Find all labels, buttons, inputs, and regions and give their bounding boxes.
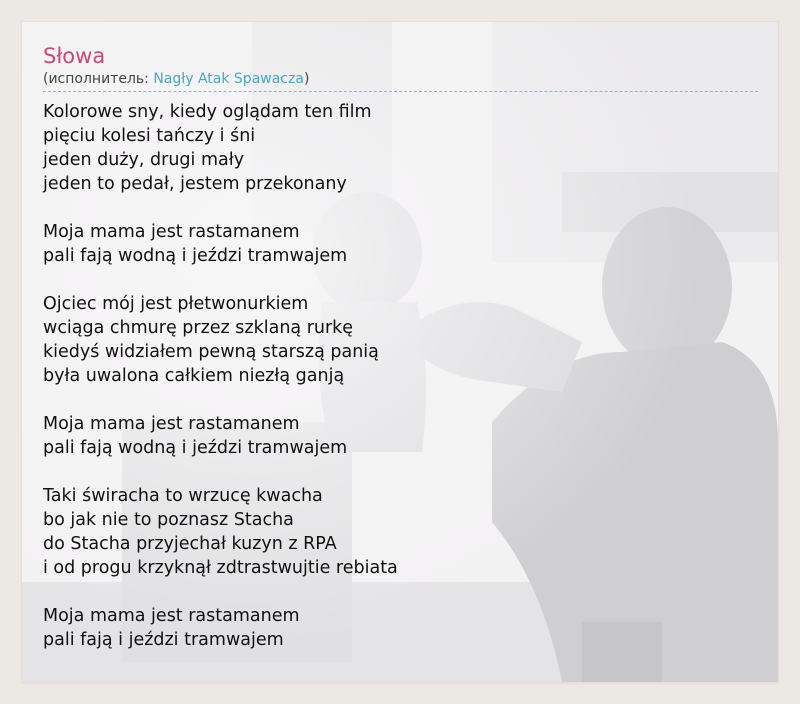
- stanza: [43, 292, 758, 388]
- stanza: [43, 220, 758, 268]
- stanza: [43, 412, 758, 460]
- lyric-line: wciąga chmurę przez szklaną rurkę: [43, 318, 354, 338]
- artist-link[interactable]: Nagły Atak Spawacza: [153, 71, 304, 87]
- lyric-line: Moja mama jest rastamanem: [43, 606, 300, 626]
- lyrics-text: [43, 100, 758, 652]
- lyrics-content: [43, 42, 758, 676]
- stanza: [43, 484, 758, 580]
- lyric-line: pali fają wodną i jeździ tramwajem: [43, 438, 348, 458]
- lyric-line: i od progu krzyknął zdtrastwujtie rebiata: [43, 558, 398, 578]
- page-title: Słowa: [43, 44, 106, 68]
- lyric-line: Moja mama jest rastamanem: [43, 414, 300, 434]
- lyric-line: pięciu kolesi tańczy i śni: [43, 126, 256, 146]
- stanza: [43, 100, 758, 196]
- lyric-line: do Stacha przyjechał kuzyn z RPA: [43, 534, 337, 554]
- byline-prefix: (исполнитель:: [43, 71, 154, 87]
- lyric-line: jeden duży, drugi mały: [43, 150, 245, 170]
- lyric-line: Ojciec mój jest płetwonurkiem: [43, 294, 309, 314]
- lyric-line: kiedyś widziałem pewną starszą panią: [43, 342, 379, 362]
- artist-byline: [43, 70, 758, 92]
- lyric-line: Moja mama jest rastamanem: [43, 222, 300, 242]
- lyric-line: jeden to pedał, jestem przekonany: [43, 174, 347, 194]
- lyrics-card: [22, 22, 778, 682]
- lyric-line: pali fają wodną i jeździ tramwajem: [43, 246, 348, 266]
- byline-suffix: ): [303, 71, 310, 87]
- lyric-line: Taki świracha to wrzucę kwacha: [43, 486, 323, 506]
- lyric-line: pali fają i jeździ tramwajem: [43, 630, 284, 650]
- lyric-line: Kolorowe sny, kiedy oglądam ten film: [43, 102, 372, 122]
- lyric-line: bo jak nie to poznasz Stacha: [43, 510, 294, 530]
- stanza: [43, 604, 758, 652]
- lyric-line: była uwalona całkiem niezłą ganją: [43, 366, 345, 386]
